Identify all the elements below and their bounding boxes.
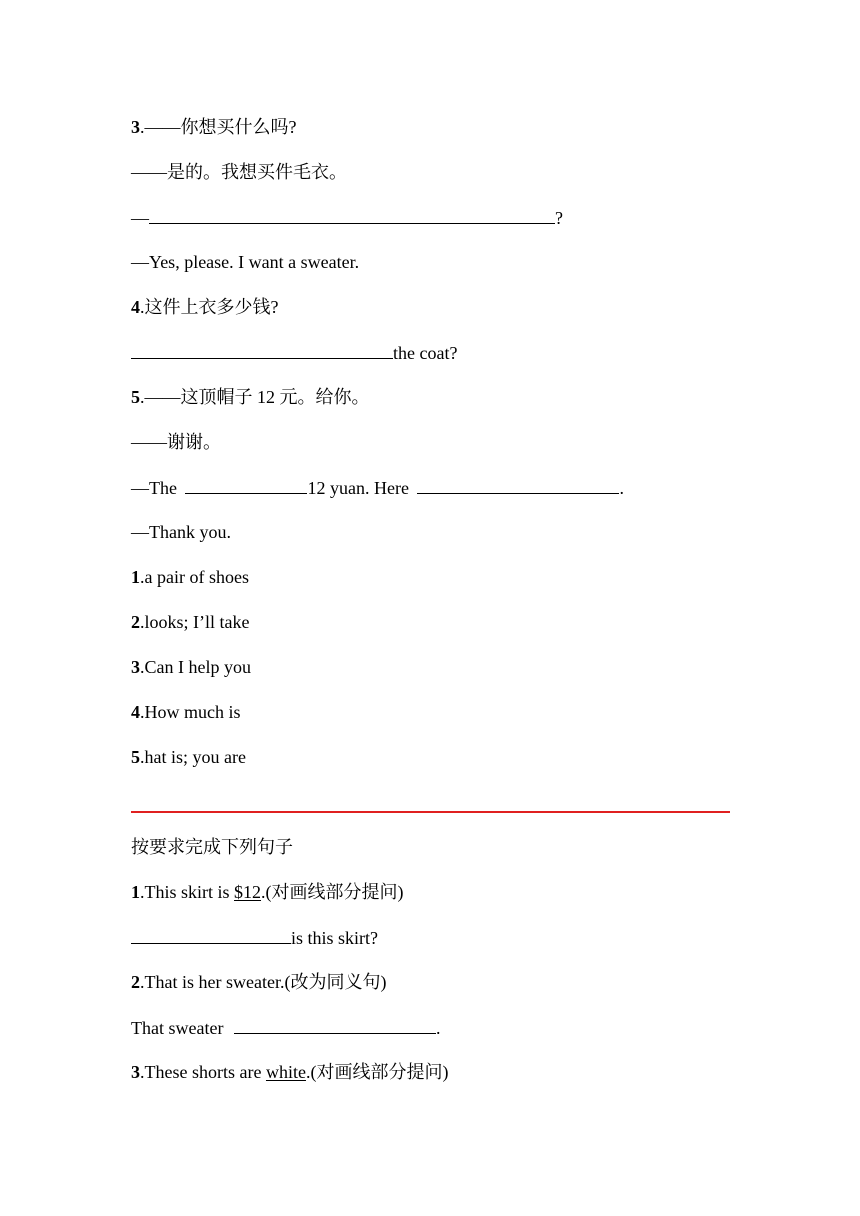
answer-item [131,565,249,589]
question-text: .——你想买什么吗? [140,117,297,137]
question-number: 1 [131,882,140,902]
sentence-text: That sweater [131,1018,228,1038]
dash-text: — [131,208,149,228]
question-3-reply-chinese [131,160,347,184]
sentence-text: the coat? [393,343,458,363]
question-5-reply-english [131,520,231,544]
underlined-text: white [265,1062,306,1082]
question-number: 3 [131,1062,140,1082]
answer-item [131,700,241,724]
answer-blank[interactable] [131,925,291,944]
answer-number: 3 [131,657,140,677]
answer-text: .How much is [140,702,241,722]
answer-blank[interactable] [234,1015,436,1034]
answer-item [131,610,249,634]
section-divider [131,811,730,813]
exercise-1-blank-line [131,925,378,950]
question-3-blank-line [131,205,563,230]
question-3-reply-english [131,250,359,274]
answer-text: .hat is; you are [140,747,246,767]
sentence-text: .That is her sweater.(改为同义句) [140,972,387,992]
reply-text: ——谢谢。 [131,432,221,452]
question-4-blank-line [131,340,457,365]
answer-blank[interactable] [131,340,393,359]
answer-number: 2 [131,612,140,632]
instruction-text: .(对画线部分提问) [261,882,404,902]
answer-text: .Can I help you [140,657,251,677]
answer-text: .a pair of shoes [140,567,249,587]
question-number: 2 [131,972,140,992]
question-number: 3 [131,117,140,137]
sentence-text: 12 yuan. Here [307,478,414,498]
question-number: 4 [131,297,140,317]
exercise-1-prompt [131,880,404,904]
question-5-reply-chinese [131,430,221,454]
question-number: 5 [131,387,140,407]
exercise-2-prompt [131,970,386,994]
sentence-text: —The [131,478,182,498]
answer-text: .looks; I’ll take [140,612,250,632]
instruction-text: .(对画线部分提问) [305,1062,449,1082]
underlined-text: $12 [234,882,262,902]
answer-item [131,745,246,769]
exercise-2-blank-line [131,1015,440,1040]
answer-item [131,655,251,679]
reply-text: —Thank you. [131,522,231,542]
question-5-prompt [131,385,370,409]
reply-text: ——是的。我想买件毛衣。 [131,162,347,182]
exercise-3-prompt [131,1060,448,1084]
answer-number: 4 [131,702,140,722]
sentence-text: is this skirt? [291,928,379,948]
question-4-prompt [131,295,279,319]
section-title: 按要求完成下列句子 [131,837,293,858]
answer-blank[interactable] [185,475,307,494]
question-text: .——这顶帽子 12 元。给你。 [140,387,370,407]
sentence-text: .These shorts are [140,1062,266,1082]
question-5-blank-line [131,475,624,500]
answer-blank[interactable] [417,475,619,494]
answer-blank[interactable] [149,205,555,224]
sentence-text: . [619,478,624,498]
question-mark: ? [555,208,563,228]
sentence-text: . [435,1018,441,1038]
question-text: .这件上衣多少钱? [140,297,279,317]
sentence-text: .This skirt is [140,882,235,902]
reply-text: —Yes, please. I want a sweater. [131,252,360,272]
answer-number: 5 [131,747,140,767]
answer-number: 1 [131,567,140,587]
question-3-prompt [131,115,297,139]
